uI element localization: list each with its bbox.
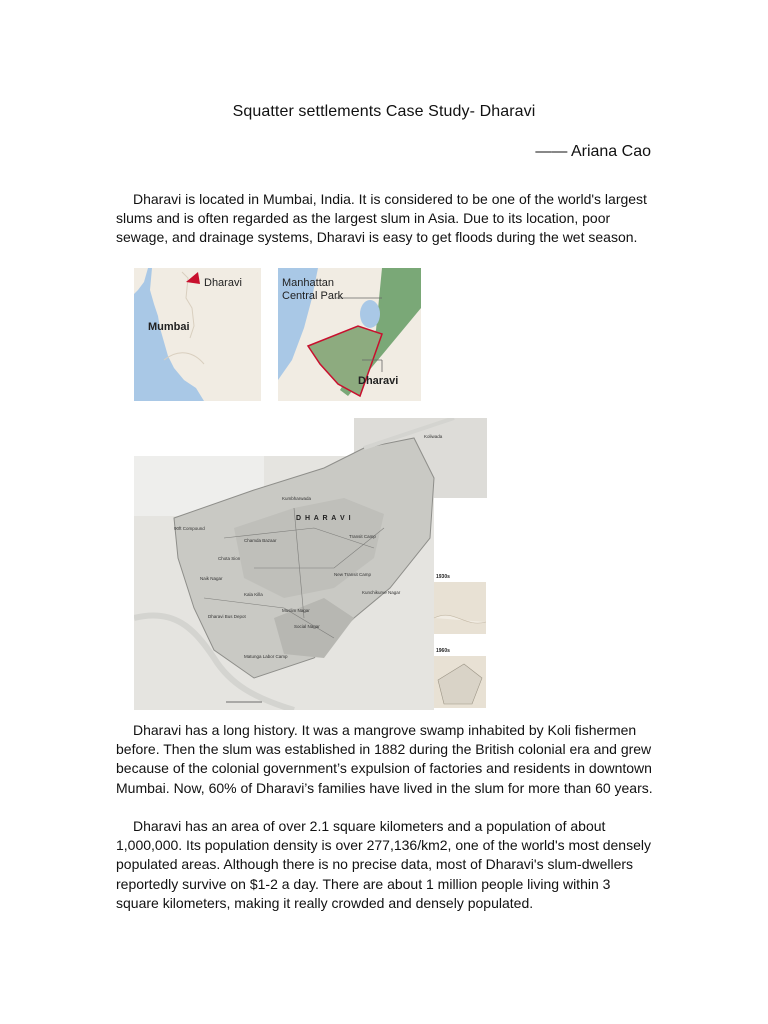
- inset-1930s: [434, 574, 486, 634]
- place-label: 90ft Compound: [174, 526, 205, 531]
- place-label: Kunchikurve Nagar: [362, 590, 401, 595]
- place-label: Koliwada: [424, 434, 443, 439]
- inset-1960s: [434, 648, 486, 708]
- dharavi-label-1: Dharavi: [204, 277, 242, 289]
- place-label: Chota Sion: [218, 556, 241, 561]
- detail-map-title: D H A R A V I: [296, 515, 352, 522]
- central-park-comparison-map: [278, 268, 421, 401]
- place-label: Dharavi Bus Depot: [208, 614, 246, 619]
- mumbai-location-map: [134, 268, 261, 401]
- dharavi-detail-map: [134, 418, 487, 710]
- place-label: Transit Camp: [349, 534, 376, 539]
- place-label: Social Nagar: [294, 624, 320, 629]
- place-label: Muslim Nagar: [282, 608, 310, 613]
- mumbai-label: Mumbai: [148, 321, 190, 333]
- dharavi-label-2: Dharavi: [358, 375, 399, 387]
- place-label: Kumbharwada: [282, 496, 312, 501]
- document-title: Squatter settlements Case Study- Dharavi: [232, 103, 536, 120]
- place-label: Matunga Labor Camp: [244, 654, 288, 659]
- author-line: —— Ariana Cao: [535, 143, 651, 160]
- paragraph-history: Dharavi has a long history. It was a mangrove swamp inhabited by Koli fishermen before. Then the slum was established in 1882 during the British colonial era and grew because of the colonial government’s expulsion of factories and residents in downtown Mumbai. Now, 60% of Dharavi’s families have lived in the slum for more than 60 years.: [116, 722, 653, 796]
- paragraph-population: Dharavi has an area of over 2.1 square kilometers and a population of about 1,000,000. Its population density is over 277,136/km2, one of the world's most densely populated areas. Although there is no precise data, most of Dharavi's slum-dwellers reportedly survive on $1-2 a day. There are about 1 million people living within 3 square kilometers, making it really crowded and densely populated.: [116, 818, 651, 911]
- place-label: New Transit Camp: [334, 572, 372, 577]
- park-label-line1: Manhattan: [282, 277, 334, 289]
- paragraph-location: Dharavi is located in Mumbai, India. It is considered to be one of the world's largest slums and is often regarded as the largest slum in Asia. Due to its location, poor sewage, and drainage systems, Dharavi is easy to get floods during the wet season.: [116, 191, 647, 246]
- svg-text:1930s: 1930s: [436, 574, 450, 580]
- svg-text:1960s: 1960s: [436, 648, 450, 654]
- place-label: Naik Nagar: [200, 576, 223, 581]
- place-label: Kala Killa: [244, 592, 263, 597]
- place-label: Chamda Bazaar: [244, 538, 277, 543]
- park-label-line2: Central Park: [282, 290, 344, 302]
